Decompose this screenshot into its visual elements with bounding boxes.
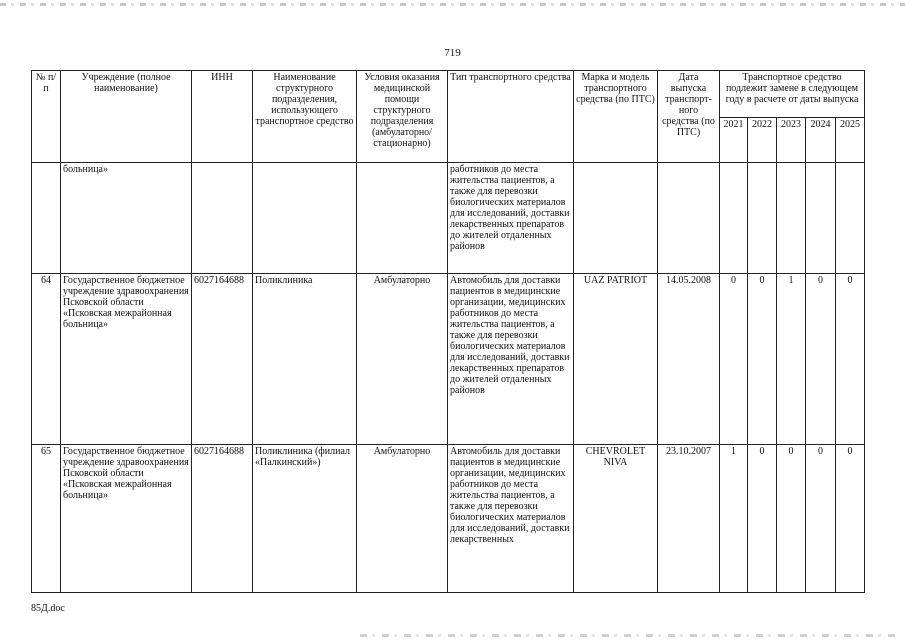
cell-year: 1 bbox=[720, 445, 748, 593]
cell-vehicle-type: работников до места жительства пациентов, а также для перевозки биологических материалов для исследований, доставки лекарственных препаратов до жителей отдаленных районов bbox=[448, 163, 574, 274]
cell-date: 23.10.2007 bbox=[658, 445, 720, 593]
cell-inn bbox=[192, 163, 253, 274]
cell-year: 1 bbox=[777, 274, 806, 445]
header-date: Дата выпуска транспорт-ного средства (по ПТС) bbox=[658, 71, 720, 163]
cell-conditions: Амбулаторно bbox=[357, 445, 448, 593]
cell-year: 0 bbox=[748, 274, 777, 445]
cell-year bbox=[777, 163, 806, 274]
cell-conditions bbox=[357, 163, 448, 274]
header-year: 2024 bbox=[806, 118, 836, 163]
cell-subdivision: Поликлиника (филиал «Палкинский») bbox=[253, 445, 357, 593]
cell-year: 0 bbox=[748, 445, 777, 593]
header-year: 2021 bbox=[720, 118, 748, 163]
cell-institution: Государственное бюджетное учреждение здравоохранения Псковской области «Псковская межрайонная больница» bbox=[61, 445, 192, 593]
cell-conditions: Амбулаторно bbox=[357, 274, 448, 445]
cell-subdivision: Поликлиника bbox=[253, 274, 357, 445]
scan-artifact-bottom bbox=[360, 634, 895, 637]
cell-year bbox=[720, 163, 748, 274]
cell-year: 0 bbox=[836, 274, 865, 445]
cell-brand: CHEVROLET NIVA bbox=[574, 445, 658, 593]
cell-year: 0 bbox=[720, 274, 748, 445]
header-conditions: Условия оказания медицинской помощи структурного подразделения (амбулаторно/ стационарно) bbox=[357, 71, 448, 163]
header-num: № п/п bbox=[32, 71, 61, 163]
header-inn: ИНН bbox=[192, 71, 253, 163]
cell-year bbox=[806, 163, 836, 274]
cell-subdivision bbox=[253, 163, 357, 274]
page-number: 719 bbox=[444, 47, 461, 59]
header-year: 2022 bbox=[748, 118, 777, 163]
scan-artifact-top bbox=[0, 3, 905, 6]
cell-year: 0 bbox=[806, 274, 836, 445]
header-year: 2025 bbox=[836, 118, 865, 163]
cell-date: 14.05.2008 bbox=[658, 274, 720, 445]
vehicle-table bbox=[31, 70, 865, 593]
header-replacement: Транспортное средство подлежит замене в следующем году в расчете от даты выпуска bbox=[720, 71, 865, 118]
cell-year: 0 bbox=[836, 445, 865, 593]
cell-brand: UAZ PATRIOT bbox=[574, 274, 658, 445]
table-row bbox=[32, 445, 865, 593]
cell-year: 0 bbox=[806, 445, 836, 593]
cell-num bbox=[32, 163, 61, 274]
cell-date bbox=[658, 163, 720, 274]
cell-inn: 6027164688 bbox=[192, 445, 253, 593]
cell-num: 65 bbox=[32, 445, 61, 593]
cell-institution: Государственное бюджетное учреждение здравоохранения Псковской области «Псковская межрайонная больница» bbox=[61, 274, 192, 445]
cell-vehicle-type: Автомобиль для доставки пациентов в медицинские организации, медицинских работников до места жительства пациентов, а также для перевозки биологических материалов для исследований, доставки лекарственных препаратов до жителей отдаленных районов bbox=[448, 274, 574, 445]
cell-year: 0 bbox=[777, 445, 806, 593]
header-institution: Учреждение (полное наименование) bbox=[61, 71, 192, 163]
cell-inn: 6027164688 bbox=[192, 274, 253, 445]
header-vehicle-type: Тип транспортного средства bbox=[448, 71, 574, 163]
cell-vehicle-type: Автомобиль для доставки пациентов в медицинские организации, медицинских работников до места жительства пациентов, а также для перевозки биологических материалов для исследований, доставки лекарственных bbox=[448, 445, 574, 593]
cell-num: 64 bbox=[32, 274, 61, 445]
cell-brand bbox=[574, 163, 658, 274]
table-row bbox=[32, 163, 865, 274]
cell-year bbox=[748, 163, 777, 274]
cell-year bbox=[836, 163, 865, 274]
header-year: 2023 bbox=[777, 118, 806, 163]
header-brand: Марка и модель транспортного средства (по ПТС) bbox=[574, 71, 658, 163]
header-subdivision: Наименование структурного подразделения, использующего транспортное средство bbox=[253, 71, 357, 163]
table-row bbox=[32, 274, 865, 445]
cell-institution: больница» bbox=[61, 163, 192, 274]
document-filename: 85Д.doc bbox=[31, 603, 65, 614]
